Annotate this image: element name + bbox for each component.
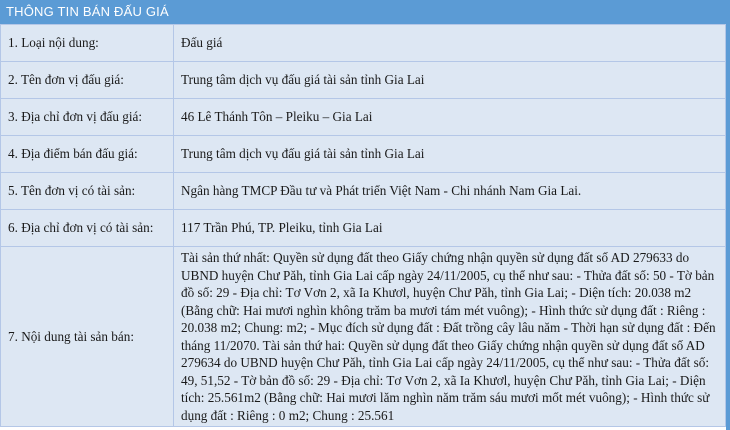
table-row-auction-unit-address bbox=[1, 99, 726, 136]
table-row-auction-unit-name bbox=[1, 62, 726, 99]
row-label: 7. Nội dung tài sản bán: bbox=[1, 247, 174, 427]
row-value: Ngân hàng TMCP Đầu tư và Phát triển Việt Nam - Chi nhánh Nam Gia Lai. bbox=[174, 173, 726, 210]
row-value: 117 Trần Phú, TP. Pleiku, tỉnh Gia Lai bbox=[174, 210, 726, 247]
row-label: 4. Địa điểm bán đấu giá: bbox=[1, 136, 174, 173]
row-label: 1. Loại nội dung: bbox=[1, 25, 174, 62]
row-value: Tài sản thứ nhất: Quyền sử dụng đất theo Giấy chứng nhận quyền sử dụng đất số AD 279633 do UBND huyện Chư Păh, tỉnh Gia Lai cấp ngày 24/11/2005, cụ thể như sau: - Thửa đất số: 50 - Tờ bản đồ số: 29 - Địa chỉ: Tơ Vơn 2, xã Ia Khươl, huyện Chư Păh, tỉnh Gia Lai; - Diện tích: 20.038 m2 (Bằng chữ: Hai mươi nghìn không trăm ba mươi tám mét vuông); - Hình thức sử dụng đất : Riêng : 20.038 m2; Chung: m2; - Mục đích sử dụng đất : Đất trồng cây lâu năm - Thời hạn sử dụng đất : Đến tháng 11/2070. Tài sản thứ hai: Quyền sử dụng đất theo Giấy chứng nhận quyền sử dụng đất số AD 279634 do UBND huyện Chư Păh, tỉnh Gia Lai cấp ngày 24/11/2005, cụ thể như sau: - Thửa đất số: 49, 51,52 - Tờ bản đồ số: 29 - Địa chỉ: Tơ Vơn 2, xã Ia Khươl, huyện Chư Păh, tỉnh Gia Lai; - Diện tích: 25.561m2 (Bằng chữ: Hai mươi lăm nghìn năm trăm sáu mươi mốt mét vuông); - Hình thức sử dụng đất : Riêng : 0 m2; Chung : 25.561 bbox=[174, 247, 726, 427]
row-label: 5. Tên đơn vị có tài sản: bbox=[1, 173, 174, 210]
row-label: 2. Tên đơn vị đấu giá: bbox=[1, 62, 174, 99]
table-row-asset-description bbox=[1, 247, 726, 427]
table-row-content-type bbox=[1, 25, 726, 62]
row-value: Trung tâm dịch vụ đấu giá tài sản tỉnh Gia Lai bbox=[174, 62, 726, 99]
row-value: 46 Lê Thánh Tôn – Pleiku – Gia Lai bbox=[174, 99, 726, 136]
row-label: 3. Địa chỉ đơn vị đấu giá: bbox=[1, 99, 174, 136]
row-value: Trung tâm dịch vụ đấu giá tài sản tỉnh Gia Lai bbox=[174, 136, 726, 173]
table-row-asset-owner-name bbox=[1, 173, 726, 210]
panel-header: THÔNG TIN BÁN ĐẤU GIÁ bbox=[0, 0, 726, 24]
auction-info-table bbox=[0, 24, 726, 427]
table-row-asset-owner-address bbox=[1, 210, 726, 247]
row-label: 6. Địa chỉ đơn vị có tài sản: bbox=[1, 210, 174, 247]
row-value: Đấu giá bbox=[174, 25, 726, 62]
table-row-auction-location bbox=[1, 136, 726, 173]
